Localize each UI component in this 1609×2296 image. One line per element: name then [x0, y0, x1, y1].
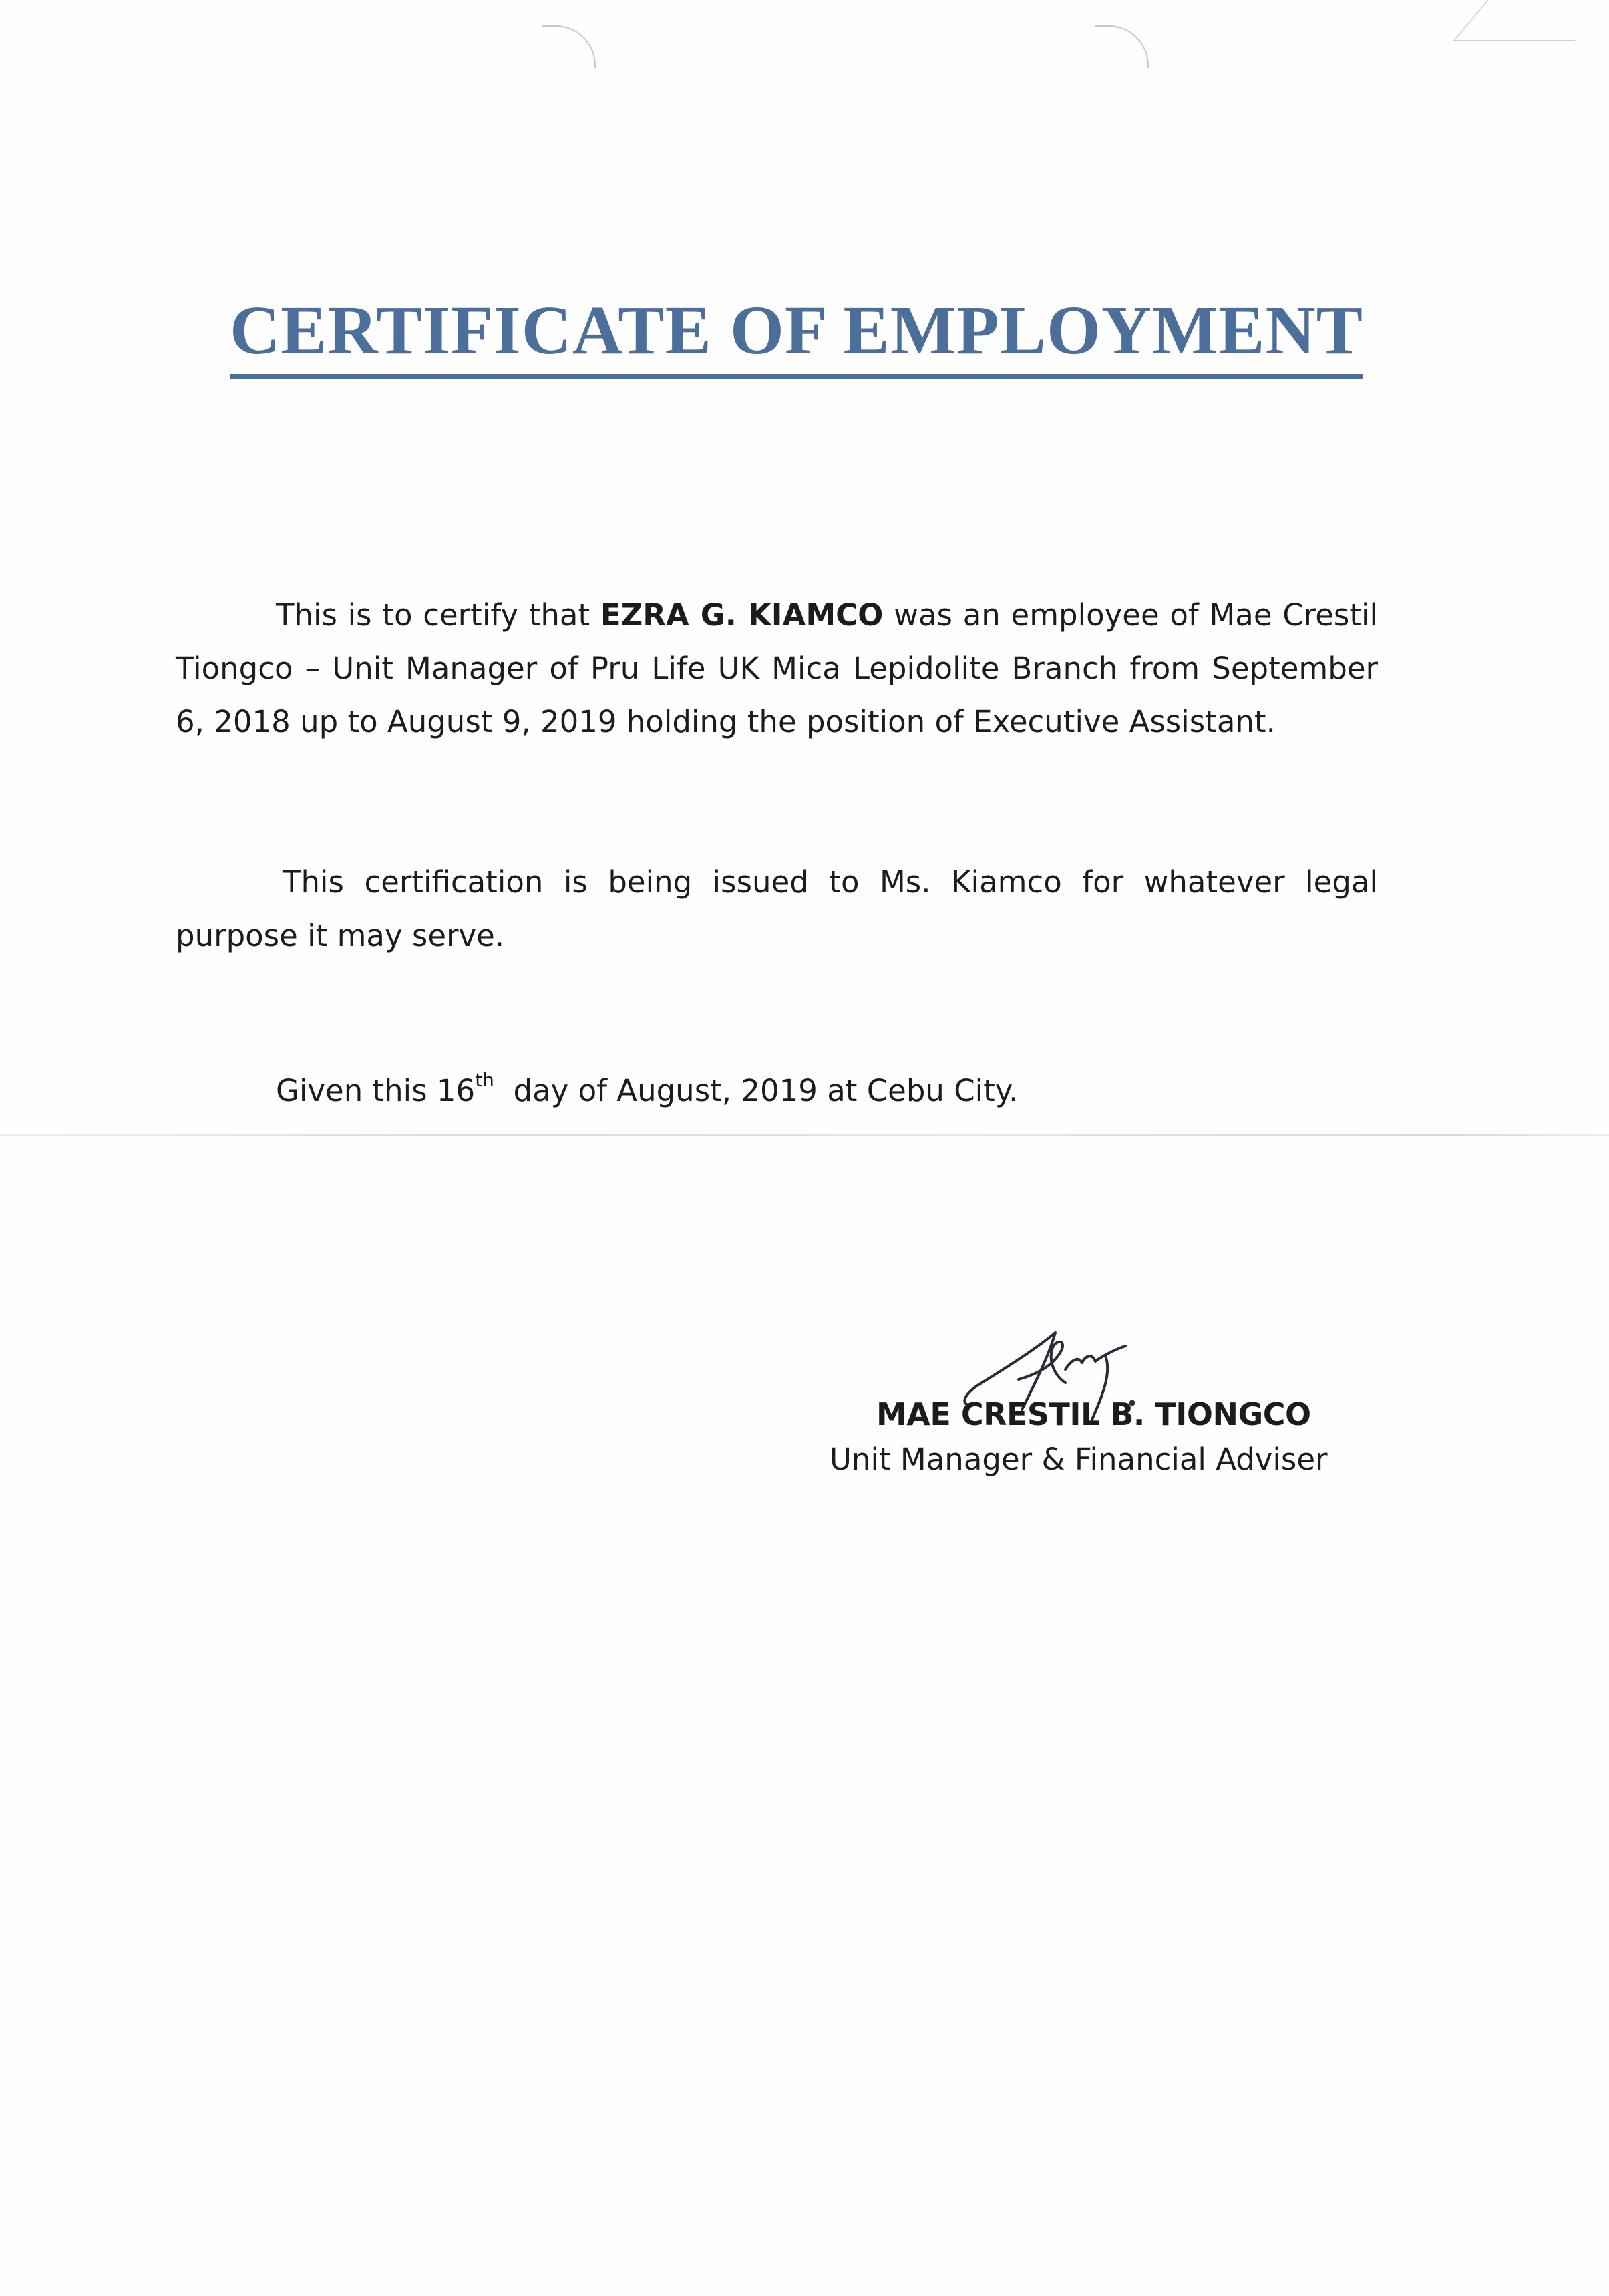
- corner-fold-mark: [1453, 0, 1609, 41]
- paragraph-lead: This is to certify that: [276, 597, 600, 633]
- certification-paragraph: [176, 589, 1378, 749]
- given-prefix: Given this 16: [276, 1073, 476, 1108]
- signatory-name: MAE CRESTIL B. TIONGCO: [876, 1396, 1311, 1432]
- fold-crease: [0, 1134, 1609, 1136]
- employee-name: EZRA G. KIAMCO: [600, 597, 884, 633]
- paragraph-details: was an employee of Mae Crestil Tiongco – Unit Manager of Pru Life UK Mica Lepidolite Branch from September 6, 2018 up to August 9, 2019 holding the position of Executive Assistant.: [176, 597, 1378, 740]
- certificate-title: CERTIFICATE OF EMPLOYMENT: [230, 293, 1363, 379]
- ordinal-suffix: th: [475, 1069, 494, 1091]
- punch-hole-mark: [542, 25, 596, 68]
- given-suffix: day of August, 2019 at Cebu City.: [494, 1073, 1019, 1108]
- punch-hole-mark: [1095, 25, 1149, 68]
- purpose-paragraph: This certification is being issued to Ms. Kiamco for whatever legal purpose it may serve.: [176, 864, 1378, 953]
- signatory-position: Unit Manager & Financial Adviser: [830, 1442, 1328, 1477]
- given-date-line: [276, 1064, 1018, 1118]
